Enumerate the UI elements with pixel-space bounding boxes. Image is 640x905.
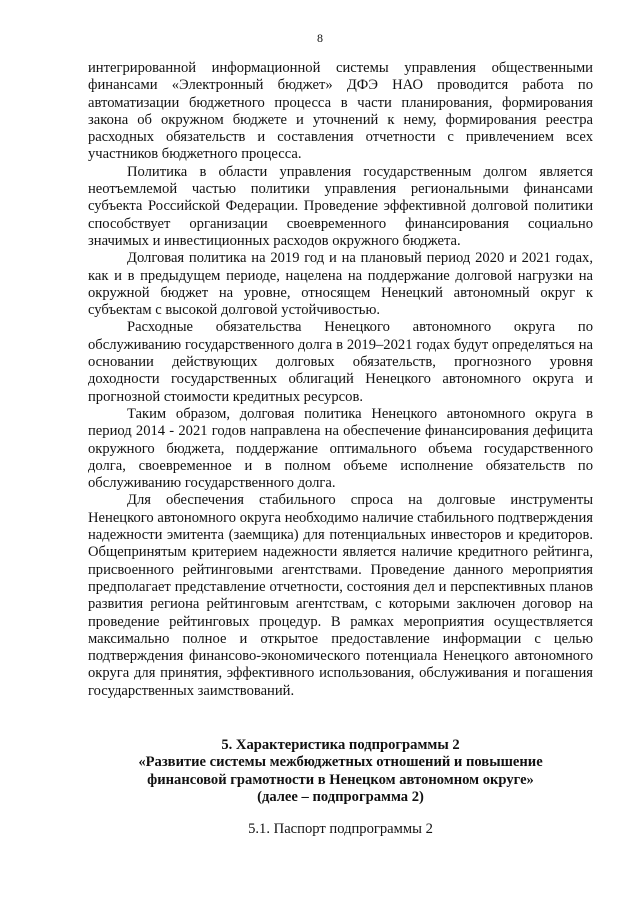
section-heading (88, 737, 593, 806)
section-heading-line: 5. Характеристика подпрограммы 2 (221, 737, 460, 753)
paragraph-expenditure-obligations: Расходные обязательства Ненецкого автономного округа по обслуживанию государственного долга в 2019–2021 годах будут определяться на основании действующих долговых обязательств, прогнозного уровня доходности государственных облигаций Ненецкого автономного округа и прогнозной стоимости кредитных ресурсов. (88, 319, 593, 405)
section-heading-line: финансовой грамотности в Ненецком автономном округе» (147, 771, 534, 788)
body-text (88, 60, 593, 700)
section-heading-line: (далее – подпрограмма 2) (257, 788, 424, 805)
section-heading-line: «Развитие системы межбюджетных отношений и повышение (138, 754, 543, 771)
page-number: 8 (317, 31, 323, 45)
paragraph-summary: Таким образом, долговая политика Ненецкого автономного округа в период 2014 - 2021 годов направлена на обеспечение финансирования дефицита окружного бюджета, поддержание оптимального объема государственного долга, своевременное и в полном объеме исполнение обязательств по обслуживанию государственного долга. (88, 405, 593, 492)
paragraph-debt-policy-2019: Долговая политика на 2019 год и на плановый период 2020 и 2021 годах, как и в предыдущем периоде, нацелена на поддержание долговой нагрузки на окружной бюджет на уровне, относящем Ненецкий автономный округ к субъектам с высокой долговой устойчивостью. (88, 250, 593, 319)
paragraph-debt-policy: Политика в области управления государственным долгом является неотъемлемой частью политики управления региональными финансами субъекта Российской Федерации. Проведение эффективной долговой политики способствует организации своевременного финансирования социально значимых и инвестиционных расходов окружного бюджета. (88, 163, 593, 249)
subsection-heading: 5.1. Паспорт подпрограммы 2 (248, 821, 433, 837)
paragraph-continuation: интегрированной информационной системы управления общественными финансами «Электронный бюджет» ДФЭ НАО проводится работа по автоматизации бюджетного процесса в части планирования, формирования закона об окружном бюджете и уточнений к нему, формирования реестра расходных обязательств и составления отчетности с привлечением всех участников бюджетного процесса. (88, 60, 593, 163)
paragraph-credit-rating: Для обеспечения стабильного спроса на долговые инструменты Ненецкого автономного округа необходимо наличие стабильного подтверждения надежности эмитента (заемщика) для потенциальных инвесторов и кредиторов. Общепринятым критерием надежности является наличие кредитного рейтинга, присвоенного рейтинговыми агентствами. Проведение данного мероприятия предполагает представление отчетности, состояния дел и перспективных планов развития региона рейтинговым агентствам, с которыми заключен договор на проведение рейтинговых процедур. В рамках мероприятия осуществляется максимально полное и открытое предоставление информации с целью подтверждения финансово-экономического потенциала Ненецкого автономного округа для принятия, эффективного использования, обслуживания и погашения государственных заимствований. (88, 492, 593, 699)
